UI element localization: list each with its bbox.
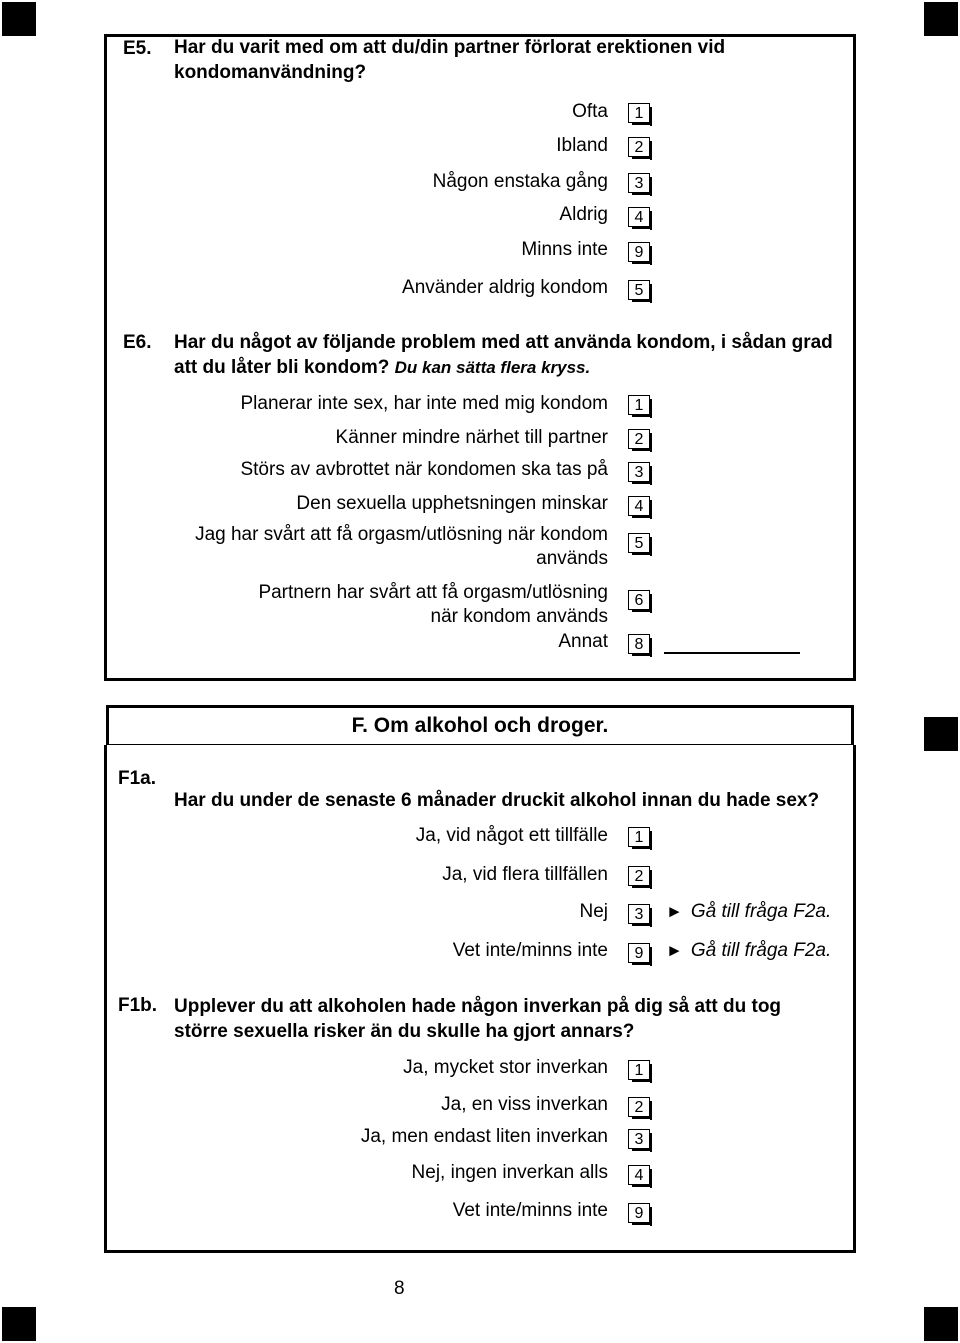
e6-checkbox-3[interactable]: 3 <box>628 462 650 482</box>
e6-checkbox-5[interactable]: 5 <box>628 533 650 553</box>
e6-checkbox-7[interactable]: 8 <box>628 634 650 654</box>
e6-option-label-7: Annat <box>558 631 608 652</box>
e5-option-label-3: Någon enstaka gång <box>432 171 608 192</box>
e5-checkbox-4[interactable]: 4 <box>628 207 650 227</box>
question-text-f1b: Upplever du att alkoholen hade någon inverkan på dig så att du tog större sexuella risker än du skulle ha gjort annars? <box>174 996 782 1042</box>
e6-option-label-2: Känner mindre närhet till partner <box>335 427 608 448</box>
f1a-option-label-1: Ja, vid något ett tillfälle <box>415 825 608 846</box>
question-number-e5: E5. <box>123 38 152 59</box>
e5-checkbox-1[interactable]: 1 <box>628 103 650 123</box>
registration-marker-bottom-right <box>924 1307 958 1341</box>
section-f-title: F. Om alkohol och droger. <box>106 705 854 747</box>
f1a-checkbox-3[interactable]: 3 <box>628 904 650 924</box>
e5-option-label-2: Ibland <box>556 135 608 156</box>
question-text-e6: Har du något av följande problem med att använda kondom, i sådan grad att du låter bli kondom? Du kan sätta flera kryss. <box>174 332 833 378</box>
e5-option-label-4: Aldrig <box>559 204 608 225</box>
e5-checkbox-5[interactable]: 9 <box>628 242 650 262</box>
f1a-checkbox-2[interactable]: 2 <box>628 866 650 886</box>
e5-checkbox-2[interactable]: 2 <box>628 137 650 157</box>
e6-option-label-6: Partnern har svårt att få orgasm/utlösning när kondom används <box>258 582 608 627</box>
e6-option-label-3: Störs av avbrottet när kondomen ska tas på <box>240 459 608 480</box>
arrow-right-icon: ► <box>666 902 683 921</box>
e6-option-label-5: Jag har svårt att få orgasm/utlösning när kondom används <box>195 524 608 569</box>
e5-checkbox-3[interactable]: 3 <box>628 173 650 193</box>
registration-marker-top-left <box>2 2 36 36</box>
f1b-option-label-1: Ja, mycket stor inverkan <box>403 1057 608 1078</box>
e5-checkbox-6[interactable]: 5 <box>628 280 650 300</box>
registration-marker-middle-right <box>924 717 958 751</box>
e6-other-write-in-line[interactable] <box>664 652 800 654</box>
f1b-checkbox-3[interactable]: 3 <box>628 1129 650 1149</box>
e6-checkbox-1[interactable]: 1 <box>628 395 650 415</box>
registration-marker-top-right <box>924 2 958 36</box>
f1b-checkbox-2[interactable]: 2 <box>628 1097 650 1117</box>
f1a-option-label-4: Vet inte/minns inte <box>452 940 608 961</box>
f1b-option-label-5: Vet inte/minns inte <box>452 1200 608 1221</box>
question-number-f1b: F1b. <box>118 995 158 1016</box>
f1a-checkbox-1[interactable]: 1 <box>628 827 650 847</box>
f1a-checkbox-4[interactable]: 9 <box>628 943 650 963</box>
e5-option-label-5: Minns inte <box>521 239 608 260</box>
arrow-right-icon: ► <box>666 941 683 960</box>
question-number-f1a: F1a. <box>118 768 157 789</box>
e6-checkbox-2[interactable]: 2 <box>628 429 650 449</box>
question-note-e6: Du kan sätta flera kryss. <box>394 358 591 377</box>
e6-checkbox-4[interactable]: 4 <box>628 496 650 516</box>
f1b-checkbox-5[interactable]: 9 <box>628 1203 650 1223</box>
e6-checkbox-6[interactable]: 6 <box>628 590 650 610</box>
f1b-checkbox-1[interactable]: 1 <box>628 1060 650 1080</box>
page-number: 8 <box>394 1278 405 1299</box>
e5-option-label-6: Använder aldrig kondom <box>402 277 608 298</box>
f1b-checkbox-4[interactable]: 4 <box>628 1165 650 1185</box>
e6-option-label-4: Den sexuella upphetsningen minskar <box>296 493 608 514</box>
e5-option-label-1: Ofta <box>572 101 608 122</box>
question-number-e6: E6. <box>123 332 152 353</box>
f1b-option-label-2: Ja, en viss inverkan <box>441 1094 608 1115</box>
f1a-skip-instruction-3: ► Gå till fråga F2a. <box>666 901 832 922</box>
question-text-f1a: Har du under de senaste 6 månader druckit alkohol innan du hade sex? <box>174 790 820 811</box>
f1a-option-label-3: Nej <box>579 901 608 922</box>
e6-option-label-1: Planerar inte sex, har inte med mig kondom <box>240 393 608 414</box>
f1b-option-label-4: Nej, ingen inverkan alls <box>411 1162 608 1183</box>
question-text-e5: Har du varit med om att du/din partner förlorat erektionen vid kondomanvändning? <box>174 37 726 83</box>
registration-marker-bottom-left <box>2 1307 36 1341</box>
f1a-skip-instruction-4: ► Gå till fråga F2a. <box>666 940 832 961</box>
f1b-option-label-3: Ja, men endast liten inverkan <box>360 1126 608 1147</box>
f1a-option-label-2: Ja, vid flera tillfällen <box>442 864 608 885</box>
